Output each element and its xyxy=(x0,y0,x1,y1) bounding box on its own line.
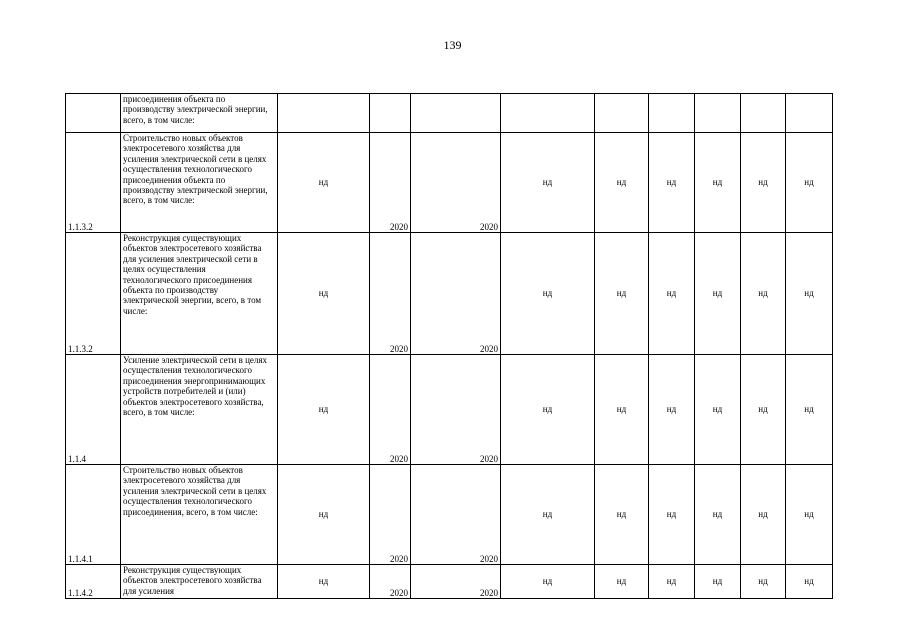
row-year-start xyxy=(370,94,411,133)
row-year-end: 2020 xyxy=(411,565,501,599)
row-cell: нд xyxy=(695,133,741,233)
table-row xyxy=(66,565,833,599)
row-cell: нд xyxy=(786,465,833,565)
row-cell: нд xyxy=(501,355,595,465)
row-cell: нд xyxy=(595,565,649,599)
row-cell: нд xyxy=(741,233,786,355)
table-row xyxy=(66,355,833,465)
row-cell: нд xyxy=(595,133,649,233)
row-cell xyxy=(649,94,695,133)
row-cell: нд xyxy=(595,233,649,355)
row-year-end: 2020 xyxy=(411,233,501,355)
row-year-start: 2020 xyxy=(370,133,411,233)
row-cell: нд xyxy=(741,565,786,599)
row-value xyxy=(278,94,370,133)
row-year-start: 2020 xyxy=(370,465,411,565)
row-code: 1.1.4.1 xyxy=(66,465,121,565)
row-cell xyxy=(786,94,833,133)
row-cell: нд xyxy=(501,133,595,233)
row-description: Строительство новых объектов электросетевого хозяйства для усиления электрической сети в целях осуществления технологического присоединения объекта по производству электрической энергии, всего, в том числе: xyxy=(121,133,278,233)
row-value: нд xyxy=(278,133,370,233)
table-row xyxy=(66,94,833,133)
row-cell: нд xyxy=(649,133,695,233)
row-cell: нд xyxy=(595,355,649,465)
row-cell: нд xyxy=(741,355,786,465)
row-cell xyxy=(501,94,595,133)
table-row xyxy=(66,233,833,355)
row-cell: нд xyxy=(501,565,595,599)
row-code: 1.1.4.2 xyxy=(66,565,121,599)
row-cell: нд xyxy=(786,355,833,465)
row-year-start: 2020 xyxy=(370,355,411,465)
row-year-start: 2020 xyxy=(370,233,411,355)
row-cell: нд xyxy=(741,133,786,233)
row-year-end: 2020 xyxy=(411,465,501,565)
row-cell: нд xyxy=(786,565,833,599)
row-cell: нд xyxy=(649,355,695,465)
row-cell: нд xyxy=(501,233,595,355)
row-description: Усиление электрической сети в целях осуществления технологического присоединения энергопринимающих устройств потребителей и (или) объектов электросетевого хозяйства, всего, в том числе: xyxy=(121,355,278,465)
row-cell: нд xyxy=(649,233,695,355)
row-value: нд xyxy=(278,233,370,355)
row-code: 1.1.3.2 xyxy=(66,233,121,355)
row-year-end xyxy=(411,94,501,133)
row-description: присоединения объекта по производству электрической энергии, всего, в том числе: xyxy=(121,94,278,133)
row-description: Реконструкция существующих объектов электросетевого хозяйства для усиления электрической сети в целях осуществления технологического присоединения объекта по производству электрической энергии, всего, в том числе: xyxy=(121,233,278,355)
row-description: Реконструкция существующих объектов электросетевого хозяйства для усиления xyxy=(121,565,278,599)
row-value: нд xyxy=(278,465,370,565)
row-year-end: 2020 xyxy=(411,355,501,465)
table-row xyxy=(66,465,833,565)
data-table xyxy=(65,93,833,599)
row-cell: нд xyxy=(649,465,695,565)
row-code: 1.1.3.2 xyxy=(66,133,121,233)
row-cell: нд xyxy=(695,355,741,465)
row-value: нд xyxy=(278,565,370,599)
row-cell: нд xyxy=(695,233,741,355)
row-cell: нд xyxy=(695,465,741,565)
row-cell xyxy=(595,94,649,133)
row-cell: нд xyxy=(695,565,741,599)
row-value: нд xyxy=(278,355,370,465)
row-cell xyxy=(741,94,786,133)
row-year-start: 2020 xyxy=(370,565,411,599)
row-year-end: 2020 xyxy=(411,133,501,233)
table-row xyxy=(66,133,833,233)
row-cell xyxy=(695,94,741,133)
page-number: 139 xyxy=(443,38,462,52)
row-code: 1.1.4 xyxy=(66,355,121,465)
row-cell: нд xyxy=(595,465,649,565)
row-cell: нд xyxy=(786,233,833,355)
row-description: Строительство новых объектов электросетевого хозяйства для усиления электрической сети в целях осуществления технологического присоединения, всего, в том числе: xyxy=(121,465,278,565)
row-cell: нд xyxy=(741,465,786,565)
row-cell: нд xyxy=(501,465,595,565)
row-code xyxy=(66,94,121,133)
row-cell: нд xyxy=(649,565,695,599)
row-cell: нд xyxy=(786,133,833,233)
